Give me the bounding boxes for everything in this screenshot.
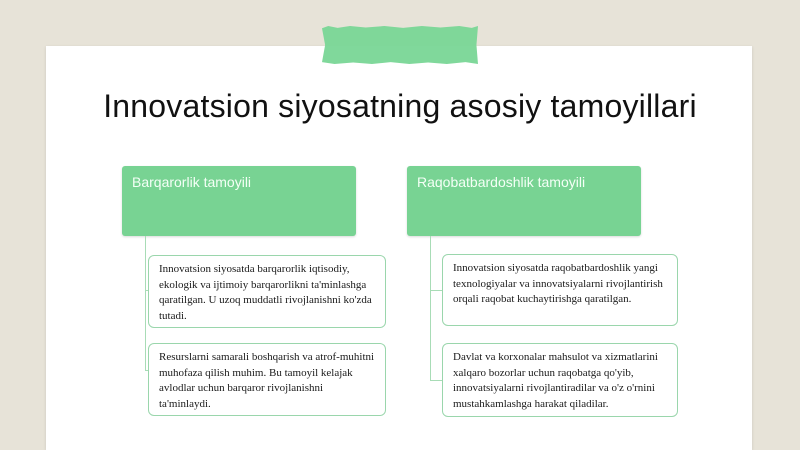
connector-line [430,290,442,291]
list-item: Innovatsion siyosatda barqarorlik iqtisodiy, ekologik va ijtimoiy barqarorlikni ta'minlashga qaratilgan. U uzoq muddatli rivojlanishni ko'zda tutadi. [148,255,386,328]
slide-title: Innovatsion siyosatning asosiy tamoyillari [103,88,697,124]
connector-line [430,236,431,380]
column-header-raqobatbardoshlik [407,166,641,236]
column-header-label: Barqarorlik tamoyili [132,174,252,190]
connector-line [145,236,146,370]
decorative-tape [322,26,478,64]
connector-line [430,380,442,381]
list-item: Resurslarni samarali boshqarish va atrof-muhitni muhofaza qilish muhim. Bu tamoyil kelajak avlodlar uchun barqaror rivojlanishni ta'minlaydi. [148,343,386,416]
column-header-label: Raqobatbardoshlik tamoyili [417,174,586,190]
column-header-barqarorlik [122,166,356,236]
list-item: Davlat va korxonalar mahsulot va xizmatlarini xalqaro bozorlar uchun raqobatga qo'yib, innovatsiyalarni rivojlantiradilar va o'z o'rnini mustahkamlashga harakat qiladilar. [442,343,678,417]
list-item: Innovatsion siyosatda raqobatbardoshlik yangi texnologiyalar va innovatsiyalarni rivojlantirish orqali raqobat kuchaytirishga qaratilgan. [442,254,678,326]
